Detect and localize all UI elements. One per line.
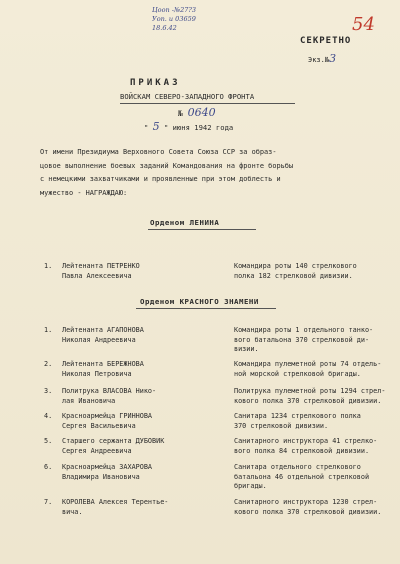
date-rest: " июня 1942 года	[163, 123, 234, 132]
entry-name: Лейтенанта АГАПОНОВА Николая Андреевича	[62, 326, 144, 344]
preamble-line: цовое выполнение боевых заданий Командования на фронте борьбы	[40, 161, 294, 170]
order-number-label: №	[178, 109, 183, 118]
stamp-line: Цооп -№27?3	[152, 6, 196, 14]
entry-number: 1.	[44, 262, 53, 270]
entry-number: 2.	[44, 360, 53, 368]
entry-name: КОРОЛЕВА Алексея Терентье- вича.	[62, 498, 169, 516]
entry-name: Старшего сержанта ДУБОВИК Сергея Андреевича	[62, 437, 165, 455]
entry-number: 6.	[44, 463, 53, 471]
entry-name: Красноармейца ЗАХАРОВА Владимира Ивановича	[62, 463, 153, 481]
section-underline	[136, 308, 276, 309]
entry-name: Политрука ВЛАСОВА Нико- лая Ивановича	[62, 387, 157, 405]
section-title-red-banner: Орденом КРАСНОГО ЗНАМЕНИ	[140, 297, 259, 306]
classification-mark: СЕКРЕТНО	[300, 36, 352, 46]
document-title: ПРИКАЗ	[130, 78, 181, 88]
entry-position: Санитара 1234 стрелкового полка 370 стрелковой дивизии.	[234, 412, 361, 430]
entry-name: Красноармейца ГРИННОВА Сергея Васильевича	[62, 412, 153, 430]
entry-position: Командира роты 140 стрелкового полка 182 стрелковой дивизии.	[234, 262, 357, 280]
preamble-line: с немецкими захватчиками и проявленные при этом доблесть и	[40, 175, 281, 183]
entry-number: 5.	[44, 437, 53, 445]
archive-stamp	[152, 6, 196, 33]
order-number-value: 0640	[187, 106, 216, 119]
stamp-line: Уоп. и 03659	[152, 15, 196, 23]
date-quote: "	[144, 123, 149, 132]
date-day: 5	[152, 120, 160, 133]
exemplar-number	[308, 52, 336, 65]
order-number	[178, 106, 216, 119]
entry-name: Лейтенанта БЕРЕЖНОВА Николая Петровича	[62, 360, 144, 378]
preamble-line: От имени Президиума Верховного Совета Союза ССР за образ-	[40, 148, 277, 156]
entry-number: 4.	[44, 412, 53, 420]
entry-number: 1.	[44, 326, 53, 334]
entry-position: Санитарного инструктора 1230 стрел- кового полка 370 стрелковой дивизии.	[234, 498, 382, 516]
exemplar-value: 3	[329, 52, 337, 65]
entry-position: Командира пулеметной роты 74 отдель- ной морской стрелковой бригады.	[234, 360, 382, 378]
entry-position: Санитарного инструктора 41 стрелко- вого полка 84 стрелковой дивизии.	[234, 437, 378, 455]
preamble-text	[40, 146, 370, 200]
page-number: 54	[352, 14, 375, 35]
entry-number: 3.	[44, 387, 53, 395]
document-subtitle: ВОЙСКАМ СЕВЕРО-ЗАПАДНОГО ФРОНТА	[120, 92, 255, 101]
exemplar-label: Экз.№	[308, 56, 330, 64]
section-title-lenin: Орденом ЛЕНИНА	[150, 218, 220, 227]
entry-name: Лейтенанта ПЕТРЕНКО Павла Алексеевича	[62, 262, 140, 280]
stamp-line: 18.6.42	[152, 24, 177, 32]
title-underline	[120, 103, 295, 104]
entry-position: Командира роты 1 отдельного танко- вого батальона 370 стрелковой ди- визии.	[234, 326, 374, 353]
preamble-line: мужество - НАГРАЖДАЮ:	[40, 188, 128, 197]
entry-position: Санитара отдельного стрелкового батальона 46 отдельной стрелковой бригады.	[234, 463, 370, 490]
order-date	[144, 120, 233, 133]
entry-number: 7.	[44, 498, 53, 506]
entry-position: Политрука пулеметной роты 1294 стрел- кового полка 370 стрелковой дивизии.	[234, 387, 386, 405]
section-underline	[148, 229, 256, 230]
